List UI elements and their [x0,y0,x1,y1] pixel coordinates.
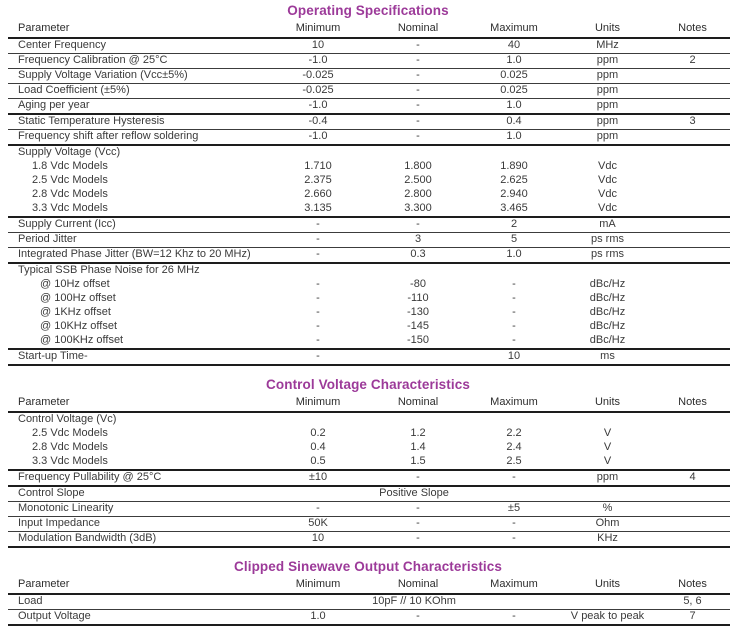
notes-cell [655,174,730,188]
table-title: Operating Specifications [287,3,449,18]
parameter-cell: 2.5 Vdc Models [32,427,108,439]
parameter-cell: 1.8 Vdc Models [32,160,108,172]
minimum-cell: - [268,502,368,517]
minimum-cell: 3.135 [268,202,368,217]
spanned-value-cell: 10pF // 10 KOhm [268,594,560,610]
units-cell: ppm [560,54,655,69]
units-cell [560,594,655,610]
maximum-cell [468,145,560,160]
parameter-cell: @ 1KHz offset [40,306,111,318]
maximum-cell: - [468,470,560,486]
minimum-cell: 1.0 [268,610,368,626]
units-cell: dBc/Hz [589,306,626,318]
maximum-cell: 0.025 [468,69,560,84]
minimum-cell: -1.0 [268,99,368,115]
parameter-cell: @ 10KHz offset [40,320,117,332]
minimum-cell: 2.375 [304,174,332,186]
spec-row [8,217,730,233]
nominal-cell [368,349,468,365]
parameter-cell: @ 10Hz offset [40,278,110,290]
spec-row [8,486,730,502]
nominal-cell: 0.3 [368,248,468,264]
units-cell: Vdc [598,188,617,200]
parameter-cell: Load [8,594,268,610]
maximum-cell: 2 [468,217,560,233]
units-cell: V [560,455,655,470]
units-cell: V [603,427,612,439]
parameter-cell: 3.3 Vdc Models [8,202,268,217]
spec-row [8,502,730,517]
nominal-cell: - [368,470,468,486]
spec-row [8,610,730,626]
minimum-cell: -1.0 [268,54,368,69]
nominal-cell: 2.500 [404,174,432,186]
spec-row [8,349,730,365]
units-cell: Ohm [560,517,655,532]
minimum-cell: 0.5 [268,455,368,470]
spec-row [8,248,730,264]
nominal-cell: -110 [407,292,429,304]
units-cell: V [603,441,612,453]
minimum-cell: -0.4 [268,114,368,130]
spec-row [8,174,730,188]
maximum-cell: 5 [468,233,560,248]
units-cell: MHz [560,38,655,54]
nominal-cell: - [368,532,468,548]
minimum-cell: ±10 [268,470,368,486]
parameter-cell: Static Temperature Hysteresis [8,114,268,130]
parameter-cell: 2.8 Vdc Models [32,188,108,200]
units-cell: KHz [560,532,655,548]
nominal-cell: - [368,84,468,99]
units-cell: % [560,502,655,517]
nominal-cell: 2.800 [404,188,432,200]
maximum-cell: 2.625 [500,174,528,186]
parameter-cell: Supply Voltage (Vcc) [18,146,121,158]
minimum-cell: -0.025 [268,69,368,84]
notes-cell [655,248,730,264]
notes-cell [655,441,730,455]
parameter-cell: Aging per year [8,99,268,115]
minimum-cell: - [268,349,368,365]
notes-cell [655,349,730,365]
minimum-cell: - [316,320,320,332]
notes-cell [655,517,730,532]
spec-row [8,202,730,217]
units-cell: Vdc [598,160,617,172]
parameter-cell: Supply Current (Icc) [8,217,268,233]
notes-cell [655,233,730,248]
nominal-cell: 1.2 [410,427,426,439]
spec-row [8,532,730,548]
maximum-cell: 1.890 [500,160,528,172]
notes-cell [655,486,730,502]
column-header-nominal: Nominal [368,578,468,594]
spec-row [8,188,730,202]
parameter-cell: Start-up Time- [8,349,268,365]
notes-cell [655,99,730,115]
units-cell: ppm [560,99,655,115]
spec-row [8,160,730,174]
notes-cell [655,412,730,427]
table-title: Control Voltage Characteristics [266,377,470,392]
maximum-cell: - [468,532,560,548]
parameter-cell: Control Voltage (Vc) [18,413,117,425]
units-cell [560,412,655,427]
notes-cell [655,320,730,334]
spec-row [8,517,730,532]
notes-cell: 4 [655,470,730,486]
nominal-cell: - [368,517,468,532]
spec-row [8,334,730,349]
maximum-cell: ±5 [468,502,560,517]
nominal-cell: - [368,502,468,517]
spec-row [8,114,730,130]
parameter-cell: Supply Voltage Variation (Vcc±5%) [8,69,268,84]
table-body [8,594,730,625]
spec-row [8,470,730,486]
notes-cell: 7 [655,610,730,626]
minimum-cell: 2.660 [304,188,332,200]
table-header [8,578,730,594]
minimum-cell [268,412,368,427]
spec-row [8,145,730,160]
minimum-cell: 50K [268,517,368,532]
nominal-cell: -150 [368,334,468,349]
column-header-parameter: Parameter [8,578,268,594]
column-header-maximum: Maximum [468,22,560,38]
parameter-cell: Frequency Calibration @ 25°C [8,54,268,69]
notes-cell: 5, 6 [655,594,730,610]
maximum-cell: - [468,610,560,626]
maximum-cell [468,263,560,278]
parameter-cell: Frequency shift after reflow soldering [8,130,268,146]
notes-cell [655,334,730,349]
parameter-cell: @ 100KHz offset [8,334,268,349]
spec-row [8,441,730,455]
parameter-cell: Period Jitter [8,233,268,248]
parameter-cell: Modulation Bandwidth (3dB) [8,532,268,548]
column-header-units: Units [560,578,655,594]
units-cell: ps rms [560,233,655,248]
maximum-cell: - [512,278,516,290]
spec-row [8,594,730,610]
column-header-notes: Notes [655,22,730,38]
maximum-cell: 2.5 [468,455,560,470]
parameter-cell: Monotonic Linearity [8,502,268,517]
column-header-nominal: Nominal [368,22,468,38]
nominal-cell: 1.5 [368,455,468,470]
parameter-cell: Output Voltage [8,610,268,626]
nominal-cell: -145 [406,320,430,332]
notes-cell: 2 [655,54,730,69]
nominal-cell: - [368,69,468,84]
parameter-cell: Input Impedance [8,517,268,532]
table-header [8,22,730,38]
units-cell: ms [560,349,655,365]
maximum-cell: 10 [468,349,560,365]
notes-cell [655,263,730,278]
units-cell [560,145,655,160]
nominal-cell: - [368,99,468,115]
minimum-cell: - [268,217,368,233]
maximum-cell: 2.940 [500,188,528,200]
units-cell: ppm [560,114,655,130]
spec-sheet [0,3,736,626]
column-header-nominal: Nominal [368,396,468,412]
column-header-notes: Notes [655,396,730,412]
spec-row [8,455,730,470]
minimum-cell: -1.0 [268,130,368,146]
table-title: Clipped Sinewave Output Characteristics [234,559,502,574]
column-header-minimum: Minimum [268,22,368,38]
notes-cell [655,38,730,54]
parameter-cell: Load Coefficient (±5%) [8,84,268,99]
units-cell: ps rms [560,248,655,264]
parameter-cell: 2.5 Vdc Models [32,174,108,186]
spec-table-section [0,3,736,366]
notes-cell: 3 [655,114,730,130]
header-row [8,22,730,38]
nominal-cell [368,145,468,160]
spec-table [8,578,730,626]
maximum-cell [468,412,560,427]
notes-cell [655,84,730,99]
column-header-parameter: Parameter [8,22,268,38]
notes-cell [655,202,730,217]
spec-row [8,99,730,115]
maximum-cell: - [468,334,560,349]
units-cell: Vdc [598,174,617,186]
notes-cell [655,292,730,306]
header-row [8,396,730,412]
spec-row [8,84,730,99]
units-cell: dBc/Hz [589,278,626,290]
nominal-cell: -80 [410,278,426,290]
notes-cell [655,455,730,470]
spec-table [8,22,730,366]
units-cell: ppm [560,69,655,84]
spec-table-section [0,377,736,548]
units-cell: Vdc [560,202,655,217]
minimum-cell: - [268,334,368,349]
spec-row [8,130,730,146]
parameter-cell: Center Frequency [8,38,268,54]
minimum-cell: -0.025 [268,84,368,99]
table-body [8,412,730,547]
notes-cell [655,502,730,517]
maximum-cell: 1.0 [468,54,560,69]
notes-cell [655,160,730,174]
units-cell: V peak to peak [560,610,655,626]
parameter-cell: 2.8 Vdc Models [32,441,108,453]
nominal-cell: - [368,38,468,54]
spec-row [8,54,730,69]
minimum-cell: 1.710 [304,160,332,172]
notes-cell [655,306,730,320]
nominal-cell: - [368,217,468,233]
maximum-cell: 2.4 [506,441,522,453]
units-cell [560,486,655,502]
spec-row [8,263,730,278]
units-cell: ppm [560,470,655,486]
nominal-cell: -130 [406,306,430,318]
notes-cell [655,532,730,548]
nominal-cell: - [368,130,468,146]
minimum-cell [268,145,368,160]
notes-cell [655,427,730,441]
spec-row [8,306,730,320]
notes-cell [655,278,730,292]
column-header-maximum: Maximum [468,396,560,412]
header-row [8,578,730,594]
minimum-cell: 10 [268,38,368,54]
column-header-notes: Notes [655,578,730,594]
parameter-cell: Control Slope [8,486,268,502]
maximum-cell: - [512,292,516,304]
notes-cell [655,188,730,202]
column-header-units: Units [560,396,655,412]
units-cell: ppm [560,130,655,146]
table-header [8,396,730,412]
units-cell: dBc/Hz [589,292,626,304]
parameter-cell: 3.3 Vdc Models [8,455,268,470]
parameter-cell: Frequency Pullability @ 25°C [8,470,268,486]
notes-cell [655,69,730,84]
nominal-cell: 3 [368,233,468,248]
minimum-cell: - [268,248,368,264]
spec-row [8,292,730,306]
nominal-cell: 1.4 [410,441,426,453]
nominal-cell: 1.800 [404,160,432,172]
units-cell: ppm [560,84,655,99]
parameter-cell: Typical SSB Phase Noise for 26 MHz [18,264,200,276]
maximum-cell: - [468,517,560,532]
parameter-cell: @ 100Hz offset [40,292,116,304]
nominal-cell: - [368,610,468,626]
units-cell: dBc/Hz [589,320,626,332]
spec-table-section [0,559,736,626]
spec-row [8,320,730,334]
nominal-cell [368,263,468,278]
units-cell: dBc/Hz [560,334,655,349]
maximum-cell: - [512,320,516,332]
maximum-cell: 2.2 [506,427,522,439]
minimum-cell: - [316,306,320,318]
minimum-cell: 10 [268,532,368,548]
notes-cell [655,145,730,160]
column-header-units: Units [560,22,655,38]
minimum-cell [268,263,368,278]
column-header-parameter: Parameter [8,396,268,412]
maximum-cell: 0.025 [468,84,560,99]
spec-table [8,396,730,548]
minimum-cell: 0.4 [310,441,326,453]
maximum-cell: 1.0 [468,130,560,146]
maximum-cell: 3.465 [468,202,560,217]
maximum-cell: - [512,306,516,318]
nominal-cell: - [368,54,468,69]
units-cell: mA [560,217,655,233]
spec-row [8,233,730,248]
nominal-cell [368,412,468,427]
minimum-cell: - [316,292,320,304]
maximum-cell: 0.4 [468,114,560,130]
column-header-maximum: Maximum [468,578,560,594]
nominal-cell: 3.300 [368,202,468,217]
minimum-cell: 0.2 [310,427,326,439]
maximum-cell: 1.0 [468,99,560,115]
notes-cell [655,217,730,233]
spec-row [8,427,730,441]
table-body [8,38,730,365]
spanned-value-cell: Positive Slope [268,486,560,502]
maximum-cell: 40 [468,38,560,54]
minimum-cell: - [268,233,368,248]
parameter-cell: Integrated Phase Jitter (BW=12 Khz to 20 MHz) [8,248,268,264]
spec-row [8,69,730,84]
column-header-minimum: Minimum [268,396,368,412]
nominal-cell: - [368,114,468,130]
spec-row [8,412,730,427]
notes-cell [655,130,730,146]
units-cell [560,263,655,278]
minimum-cell: - [316,278,320,290]
spec-row [8,38,730,54]
column-header-minimum: Minimum [268,578,368,594]
spec-row [8,278,730,292]
maximum-cell: 1.0 [468,248,560,264]
